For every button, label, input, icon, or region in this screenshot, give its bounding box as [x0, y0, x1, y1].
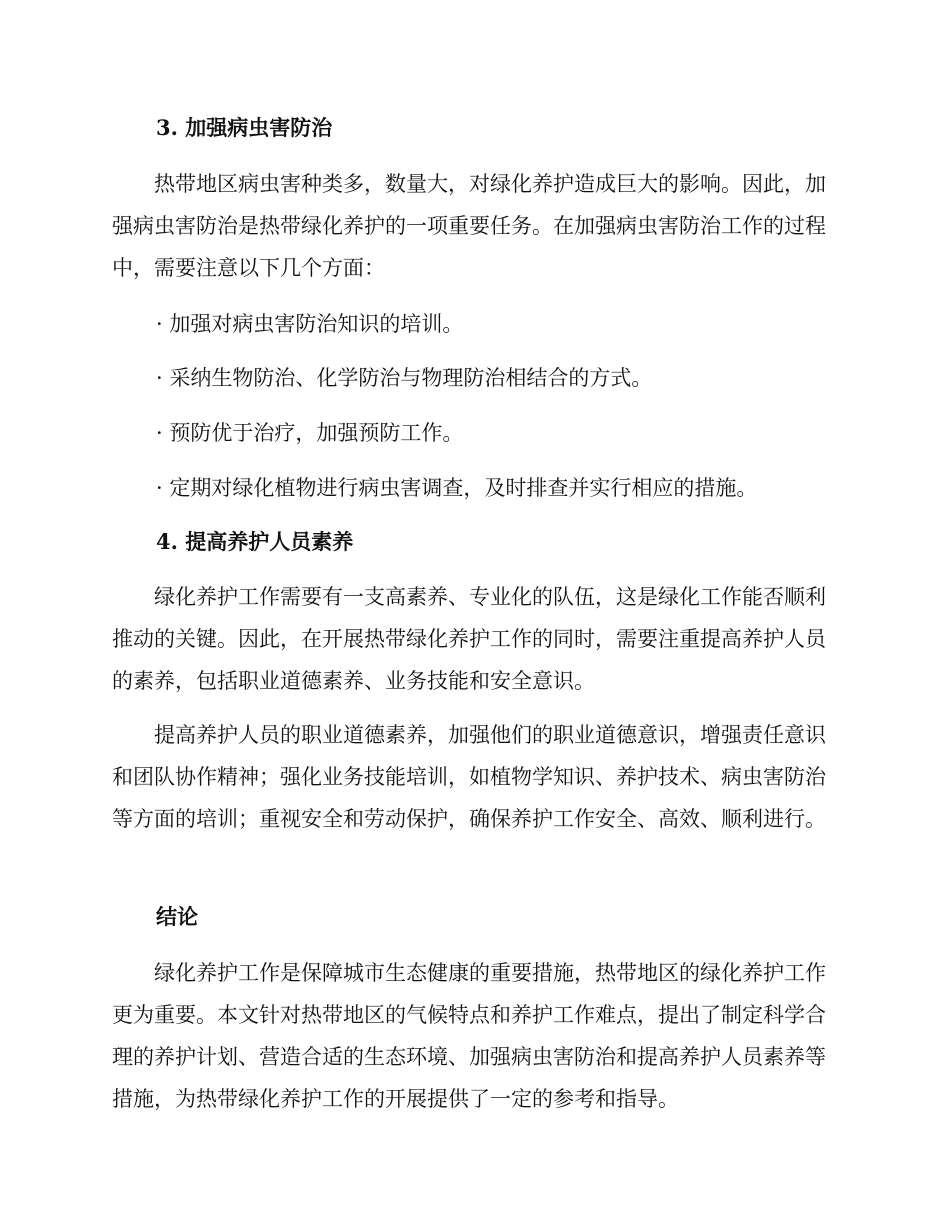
bullet-item: · 预防优于治疗，加强预防工作。 [156, 421, 464, 445]
bullet-item: · 加强对病虫害防治知识的培训。 [156, 312, 464, 336]
section-heading-conclusion: 结论 [156, 904, 198, 929]
bullet-item: · 采纳生物防治、化学防治与物理防治相结合的方式。 [156, 366, 653, 390]
paragraph-pest-control-intro: 热带地区病虫害种类多，数量大，对绿化养护造成巨大的影响。因此，加强病虫害防治是热带绿化养护的一项重要任务。在加强病虫害防治工作的过程中，需要注意以下几个方面： [112, 172, 826, 280]
section-heading-staff-quality: 4. 提高养护人员素养 [156, 529, 354, 554]
paragraph-conclusion: 绿化养护工作是保障城市生态健康的重要措施，热带地区的绿化养护工作更为重要。本文针对热带地区的气候特点和养护工作难点，提出了制定科学合理的养护计划、营造合适的生态环境、加强病虫害防治和提高养护人员素养等措施，为热带绿化养护工作的开展提供了一定的参考和指导。 [112, 961, 826, 1111]
bullet-item: · 定期对绿化植物进行病虫害调查，及时排查并实行相应的措施。 [156, 476, 758, 500]
paragraph-staff-quality-1: 绿化养护工作需要有一支高素养、专业化的队伍，这是绿化工作能否顺利推动的关键。因此，在开展热带绿化养护工作的同时，需要注重提高养护人员的素养，包括职业道德素养、业务技能和安全意识。 [112, 585, 826, 693]
paragraph-staff-quality-2: 提高养护人员的职业道德素养，加强他们的职业道德意识，增强责任意识和团队协作精神；强化业务技能培训，如植物学知识、养护技术、病虫害防治等方面的培训；重视安全和劳动保护，确保养护工作安全、高效、顺利进行。 [112, 723, 826, 831]
section-heading-pest-control: 3. 加强病虫害防治 [156, 115, 333, 140]
